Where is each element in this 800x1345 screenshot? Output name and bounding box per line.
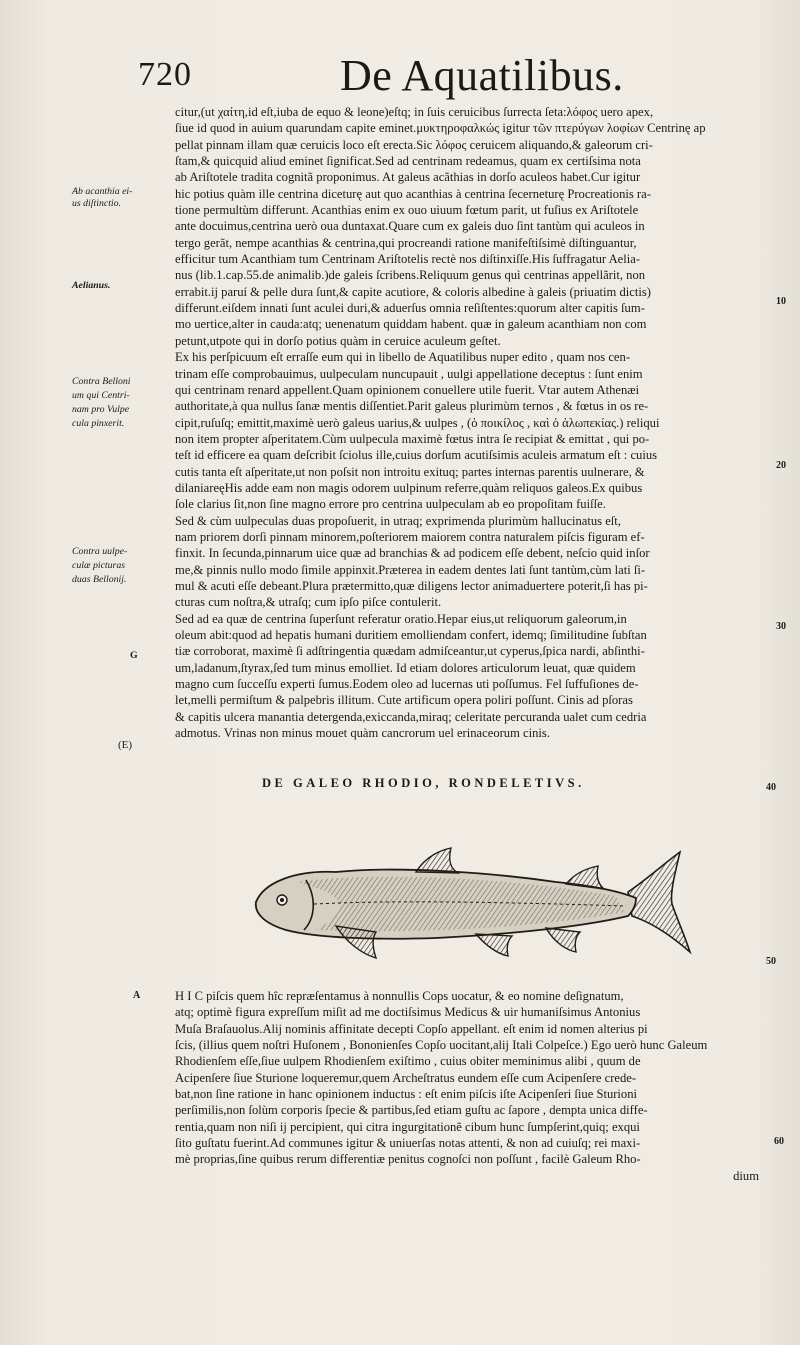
text-line: magno cum ſucceſſu experti ſumus.Eodem oleo ad lucernas uti poſſumus. Fel ſuffuſiones de- — [175, 677, 639, 692]
text-line: authoritate,à qua nullus ſanæ mentis diſſentiet.Parit galeus plurimùm ternos , & fœtus in os re- — [175, 399, 649, 414]
margin-note-line: Aelianus. — [72, 280, 111, 291]
text-line: tergo gerãt, nempe acanthias & centrina,qui procreandi ratione manifeſtiſsimè diſtinguantur, — [175, 235, 637, 250]
text-line: mo uertice,alter in cauda:atq; uenenatum quiddam habent. quæ in galeum acanthiam non com — [175, 317, 647, 332]
text-line: tiæ corroborat, maximè ſi adſtringentia quædam admiſceantur,ut cyperus,ſpica nardi, abſinthi- — [175, 644, 645, 659]
text-line: dilaniareęHis adde eam non magis odorem uulpinum referre,quàm reliquos galeos.Ex quibus — [175, 480, 643, 495]
second-text-block — [175, 988, 765, 1184]
margin-note-line: Ab acanthia ei- — [72, 186, 133, 197]
margin-note-line: nam pro Vulpe — [72, 404, 130, 415]
section-heading: DE GALEO RHODIO, RONDELETIVS. — [262, 776, 585, 790]
text-line: dium — [733, 1168, 759, 1183]
text-line: hic potius quàm ille centrina diceturę aut quo acanthias à centrina ſecerneturę Procreationis ra- — [175, 186, 651, 201]
line-number-mark: 20 — [776, 460, 786, 471]
margin-mark: A — [133, 990, 141, 1001]
text-line: ante docuimus,centrina uerò oua duntaxat.Quare cum ex galeis duo ſint tantùm qui aculeos in — [175, 219, 645, 234]
text-line: let,melli permiſtum & palpebris illitum. Cute artificum opera poliri poſſunt. Cinis ad pſoras — [175, 693, 633, 708]
margin-note-line: cula pinxerit. — [72, 418, 125, 429]
text-line: efficitur tum Acanthiam tum Centrinam Ariſtotelis rectè nos diſtinxiſſe.His ſuffragatur Aelia- — [175, 252, 641, 267]
text-line: Muſa Braſauolus.Alij nominis affinitate decepti Copſo appellant. eſt enim id nomen alterius pi — [175, 1021, 648, 1036]
text-line — [175, 741, 765, 757]
margin-mark: (E) — [118, 739, 133, 751]
text-line: admotus. Vrinas non minus mouet quàm cancrorum uel erinaceorum cinis. — [175, 726, 550, 741]
text-line: petunt,utpote qui in dorſo potius quàm in ceruice aculeum geſtet. — [175, 333, 501, 348]
text-line: H I C piſcis quem hîc repræſentamus à nonnullis Cops uocatur, & eo nomine deſignatum, — [175, 989, 624, 1003]
text-line: qui centrinam renard appellent.Quam opinionem conuellere utile fuerit. Vtar autem Athenæi — [175, 382, 640, 397]
text-line: Rhodienſem eſſe,ſiue uulpem Rhodienſem exiſtimo , cuius obiter meminimus alibi , quum de — [175, 1054, 641, 1069]
text-line: ſito guſtatu fuerint.Ad communes igitur & uniuerſas notas attenti, & non ad cuiuſq; rei maxi- — [175, 1136, 641, 1151]
line-number-mark: 40 — [766, 782, 776, 793]
text-line: mè proprias,ſine quibus rerum differentiæ penitus cognoſci non poſſunt , facilè Galeum Rho- — [175, 1152, 641, 1167]
text-line: me,& pinnis nullo modo ſimile appinxit.Præterea in eadem dentes lati ſunt tantùm,cùm lati ſi- — [175, 562, 646, 577]
running-title: De Aquatilibus. — [340, 51, 624, 100]
text-line: atq; optimè figura expreſſum miſit ad me doctiſsimus Medicus & uir humaniſsimus Antonius — [175, 1005, 641, 1020]
text-line: cutis tanta eſt aſperitate,ut non poſsit non introitu exituq; partes internas parentis uulnerare, & — [175, 464, 645, 479]
text-line: Sed & cùm uulpeculas duas propoſuerit, in utraq; exprimenda plurimùm hallucinatus eſt, — [175, 513, 621, 528]
text-line: rentia,quam non niſi ij percipient, qui citra ingurgitationẽ cibum hunc ſumpſerint,quiq; exqui — [175, 1119, 640, 1134]
line-number-mark: 30 — [776, 621, 786, 632]
main-text-block — [175, 104, 765, 758]
text-line: nam priorem dorſi pinnam minorem,poſteriorem maiorem contra naturalem piſcis figuram ef- — [175, 529, 645, 544]
page-number: 720 — [138, 56, 192, 93]
text-line: mul & acuti eſſe debeant.Plura prætermitto,quæ diligens lector animaduertere poterit,ſi has pi- — [175, 578, 648, 593]
text-line: cipit,ruſuſq; emittit,maximè uerò galeus uarius,& uulpes , (ὁ ποικίλος , καὶ ὁ ἀλωπεκίας.) reliqui — [175, 415, 660, 430]
text-line: teſt id efficere ea quam deſcribit ſciolus ille,cuius dorſum acutiſsimis aculeis armatum eſt : cuius — [175, 448, 658, 463]
margin-note-line: duas Bellonij. — [72, 574, 127, 585]
text-line: cturas cum noſtra,& utraſq; cum ipſo piſce contulerit. — [175, 595, 442, 610]
text-line: citur,(ut χαίτη,id eſt,iuba de equo & leone)eſtq; in ſuis ceruicibus ſurrecta ſeta:λόφος uero apex, — [175, 105, 654, 119]
margin-note-line: Contra uulpe- — [72, 546, 128, 557]
text-line: & capitis ulcera manantia detergenda,exiccanda,miraq; celeritate percuranda ualet cum cedria — [175, 709, 647, 724]
margin-note-line: um qui Centri- — [72, 390, 130, 401]
margin-mark: G — [130, 650, 138, 661]
margin-note-line: us diſtinctio. — [72, 198, 121, 209]
text-line: pellat pinnam illam quæ ceruicis loco eſt erecta.Sic λόφος ceruicem aliquando,& galeorum cri- — [175, 137, 653, 152]
margin-note-line: culæ picturas — [72, 560, 126, 571]
text-line: Ex his perſpicuum eſt erraſſe eum qui in libello de Aquatilibus nuper edito , quam nos cen- — [175, 350, 631, 365]
text-line: non item propter aſperitatem.Cùm uulpecula maximè fœtus intra ſe recipiat & emittat , qui po- — [175, 431, 650, 446]
text-line: errabit.ij paruí & pelle dura ſunt,& capite acutiore, & coloris albedine à galeis (priuatim dictis) — [175, 284, 651, 299]
text-line: trinam eſſe comprobauimus, uulpeculam nuncupauit , uulgi appellatione deceptus : ſunt enim — [175, 366, 643, 381]
text-line: differunt.eiſdem innati ſunt aculei duri,& aduerſus omnia reſiſtentes:quorum alter capitis ſum- — [175, 301, 645, 316]
text-line: finxit. In ſecunda,pinnarum uice quæ ad branchias & ad podicem eſſe debent, neſcio quid inſor — [175, 546, 650, 561]
text-line: perſimilis,non ſolùm corporis ſpecie & partibus,ſed etiam guſtu ac ſapore , dempta unica diffe- — [175, 1103, 648, 1118]
text-line: oleum abit:quod ad hepatis humani duritiem emolliendam confert, idemq; ſimilitudine ſubſtan — [175, 628, 647, 642]
text-line: Sed ad ea quæ de centrina ſuperſunt referatur oratio.Hepar eius,ut reliquorum galeorum,in — [175, 611, 627, 626]
text-line: ab Ariſtotele tradita cognitã proponimus. At galeus acãthias in dorſo aculeos habet.Cur igitur — [175, 170, 641, 185]
text-line: ſcis, (illius quem noſtri Huſonem , Bononienſes Copſo uocitant,alij Itali Colpeſce.) Ego uerò hunc Galeum — [175, 1038, 708, 1053]
text-line: tione permultùm differunt. Acanthias enim ex ouo uiuum fœtum parit, ut fuſius ex Ariſtotele — [175, 203, 639, 218]
text-line: Acipenſere ſiue Sturione loqueremur,quem Archeſtratus eundem eſſe cum Acipenſere crede- — [175, 1070, 637, 1085]
text-line: ſole clarius ſit,non ſine magno errore pro centrina uulpeculam ab eo propoſitam fuiſſe. — [175, 497, 606, 512]
text-line: bat,non ſine ratione in hanc opinionem inductus : eſt enim piſcis iſte Acipenſeri ſiue Sturioni — [175, 1087, 638, 1102]
page-header — [0, 50, 800, 100]
text-line: um,ladanum,ſtyrax,ſed tum minus emolliet. Id etiam dolores articulorum leuat, quæ quidem — [175, 660, 636, 675]
text-line: ſtam,& quicquid aliud eminet ſignificat.Sed ad centrinam redeamus, quam ex certiſsima nota — [175, 154, 641, 169]
text-line: ſiue id quod in auium quarundam capite eminet.μυκτηροφαλκώς igitur τῶν πτερύγων λοφίων Centrinę ap — [175, 121, 706, 136]
line-number-mark: 50 — [766, 956, 776, 967]
margin-note-line: Contra Belloni — [72, 376, 131, 387]
text-line: nus (lib.1.cap.55.de animalib.)de galeis ſcribens.Reliquum genus quì centrinas appellãrit, non — [175, 268, 646, 283]
line-number-mark: 60 — [774, 1136, 784, 1147]
fish-woodcut-illustration — [236, 842, 696, 972]
line-number-mark: 10 — [776, 296, 786, 307]
